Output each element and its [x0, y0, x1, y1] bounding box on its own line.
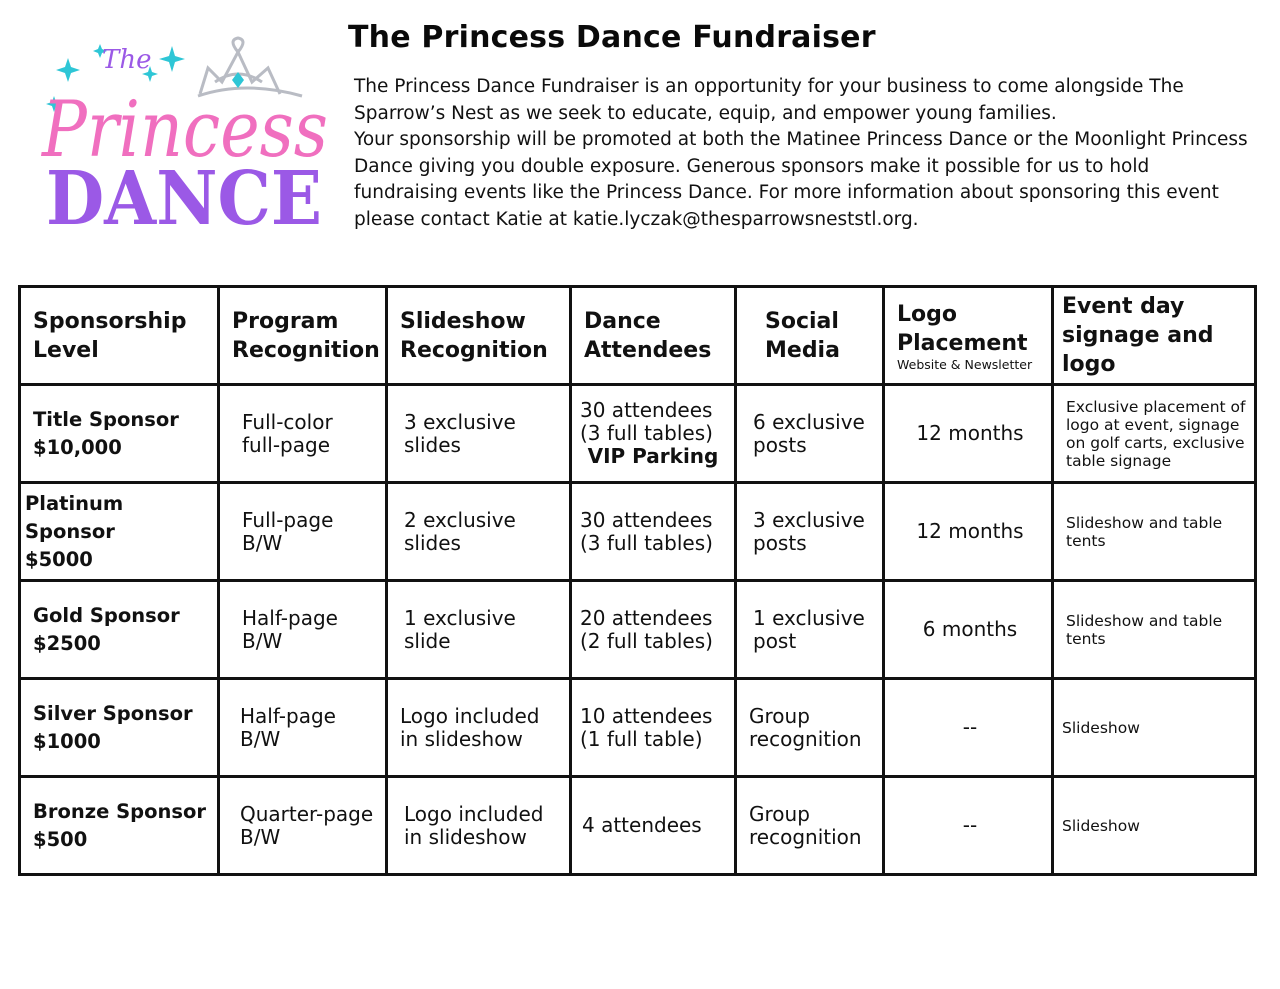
- header-logo-placement: [884, 287, 1053, 385]
- sponsor-level-cell: [20, 581, 219, 679]
- signage-cell: Slideshow: [1053, 679, 1256, 777]
- logo-word-dance: DANCE: [46, 156, 322, 242]
- sponsor-level-name: Gold Sponsor: [33, 603, 180, 627]
- header-social-media: Social Media: [736, 287, 884, 385]
- sponsor-level-name: Silver Sponsor: [33, 701, 193, 725]
- intro-paragraph: The Princess Dance Fundraiser is an opportunity for your business to come alongside The Sparrow’s Nest as we seek to educate, equip, and empower young families.: [354, 76, 1184, 124]
- sponsorship-table: [18, 285, 1257, 876]
- logo-placement-cell: --: [884, 679, 1053, 777]
- attendees-cell: 20 attendees (2 full tables): [571, 581, 736, 679]
- program-cell: Half-page B/W: [219, 581, 387, 679]
- attendees-cell: [571, 385, 736, 483]
- sponsor-level-cell: [20, 777, 219, 875]
- program-cell: Half-page B/W: [219, 679, 387, 777]
- attendees-cell: 10 attendees (1 full table): [571, 679, 736, 777]
- table-row: [20, 679, 1256, 777]
- sponsor-level-cell: [20, 679, 219, 777]
- sponsor-level-name: Bronze Sponsor: [33, 799, 207, 823]
- attendees-text: 30 attendees (3 full tables): [580, 398, 713, 445]
- sponsor-level-name: Platinum Sponsor: [25, 491, 124, 543]
- header-program-recognition: Program Recognition: [219, 287, 387, 385]
- logo-placement-cell: 12 months: [884, 483, 1053, 581]
- social-cell: 1 exclusive post: [736, 581, 884, 679]
- signage-cell: Slideshow and table tents: [1053, 581, 1256, 679]
- signage-cell: Exclusive placement of logo at event, signage on golf carts, exclusive table signage: [1053, 385, 1256, 483]
- intro-text: [354, 74, 1254, 233]
- logo-word-the: The: [102, 45, 152, 75]
- slideshow-cell: 1 exclusive slide: [387, 581, 571, 679]
- logo-word-princess: Princess: [40, 85, 329, 175]
- logo-placement-cell: 6 months: [884, 581, 1053, 679]
- attendees-cell: 4 attendees: [571, 777, 736, 875]
- header-logo-placement-label: Logo Placement: [897, 301, 1028, 356]
- header-event-day-signage: Event day signage and logo: [1053, 287, 1256, 385]
- sponsor-level-amount: $1000: [33, 729, 101, 753]
- sponsor-level-amount: $500: [33, 827, 88, 851]
- sponsor-level-amount: $5000: [25, 547, 93, 571]
- logo-placement-cell: --: [884, 777, 1053, 875]
- program-cell: Full-color full-page: [219, 385, 387, 483]
- sponsor-level-amount: $2500: [33, 631, 101, 655]
- social-cell: 3 exclusive posts: [736, 483, 884, 581]
- logo-placement-cell: 12 months: [884, 385, 1053, 483]
- program-cell: Quarter-page B/W: [219, 777, 387, 875]
- princess-dance-logo: [40, 38, 330, 242]
- table-row: [20, 581, 1256, 679]
- social-cell: Group recognition: [736, 679, 884, 777]
- header-logo-placement-sub: Website & Newsletter: [897, 356, 1033, 372]
- social-cell: 6 exclusive posts: [736, 385, 884, 483]
- signage-cell: Slideshow: [1053, 777, 1256, 875]
- vip-parking-text: VIP Parking: [587, 444, 719, 468]
- slideshow-cell: 2 exclusive slides: [387, 483, 571, 581]
- attendees-cell: 30 attendees (3 full tables): [571, 483, 736, 581]
- table-row: [20, 777, 1256, 875]
- table-row: [20, 483, 1256, 581]
- header-slideshow-recognition: Slideshow Recognition: [387, 287, 571, 385]
- social-cell: Group recognition: [736, 777, 884, 875]
- intro-paragraph: Your sponsorship will be promoted at both the Matinee Princess Dance or the Moonlight Princess Dance giving you double exposure. Generous sponsors make it possible for us to hold fundraising events like the Princess Dance. For more information about sponsoring this event please contact Katie at katie.lyczak@thesparrowsneststl.org.: [354, 129, 1248, 230]
- slideshow-cell: Logo included in slideshow: [387, 777, 571, 875]
- sponsor-level-cell: [20, 385, 219, 483]
- table-header-row: [20, 287, 1256, 385]
- table-row: [20, 385, 1256, 483]
- program-cell: Full-page B/W: [219, 483, 387, 581]
- header-dance-attendees: Dance Attendees: [571, 287, 736, 385]
- page-title: The Princess Dance Fundraiser: [348, 20, 876, 55]
- slideshow-cell: 3 exclusive slides: [387, 385, 571, 483]
- sparkle-icon: [56, 58, 80, 82]
- sponsor-level-cell: [20, 483, 219, 581]
- slideshow-cell: Logo included in slideshow: [387, 679, 571, 777]
- sponsor-level-name: Title Sponsor: [33, 407, 179, 431]
- sparkle-icon: [159, 46, 185, 72]
- header-sponsorship-level: Sponsorship Level: [20, 287, 219, 385]
- sponsor-level-amount: $10,000: [33, 435, 122, 459]
- signage-cell: Slideshow and table tents: [1053, 483, 1256, 581]
